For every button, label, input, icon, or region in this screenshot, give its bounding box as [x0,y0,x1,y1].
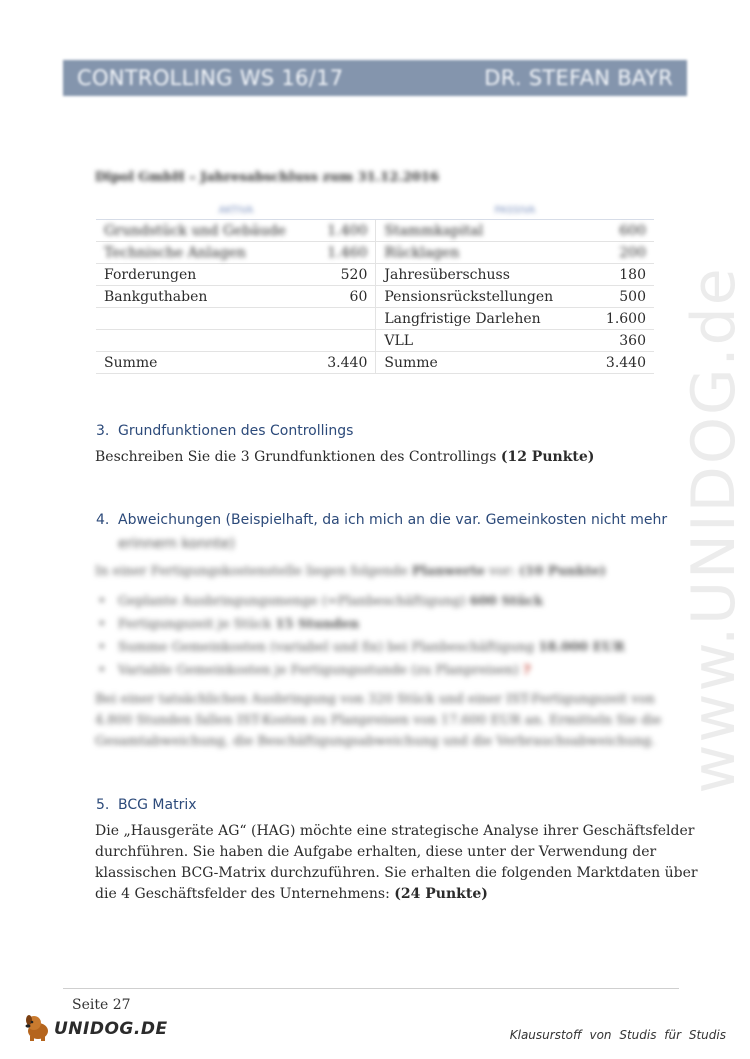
footer-divider [63,988,679,989]
header-course: CONTROLLING WS 16/17 [77,66,344,90]
passiva-value: 200 [598,242,654,264]
table-row [96,286,654,308]
section-4-intro-end: vor: [489,564,515,579]
passiva-sum-value: 3.440 [598,352,654,374]
aktiva-label: Technische Anlagen [96,242,310,264]
passiva-header: PASSIVA [376,201,654,220]
aktiva-value [310,308,375,330]
list-item [118,659,625,682]
unidog-logo [22,1012,168,1046]
paragraph-line: 4.800 Stunden fallen IST-Kosten zu Planpreisen von 17.600 EUR an. Ermitteln Sie die [95,713,662,728]
section-5-title: BCG Matrix [118,797,197,813]
aktiva-value: 520 [310,264,375,286]
passiva-value: 500 [598,286,654,308]
list-item [118,613,625,636]
aktiva-label [96,308,310,330]
paragraph-line: durchführen. Sie haben die Aufgabe erhalten, diese unter der Verwendung der [95,844,657,860]
paragraph-line [95,884,698,905]
aktiva-value: 1.460 [310,242,375,264]
bullet-value: 600 Stück [469,594,544,609]
passiva-value: 360 [598,330,654,352]
aktiva-sum-label: Summe [96,352,310,374]
section-3-number: 3. [96,423,110,439]
paragraph-line: klassischen BCG-Matrix durchzuführen. Sie erhalten die folgenden Marktdaten über [95,865,698,881]
aktiva-header: AKTIVA [96,201,376,220]
section-5-text [95,821,698,905]
section-5-points: (24 Punkte) [394,886,488,902]
bullet-text: Geplante Ausbringungsmenge (=Planbeschäftigung) [118,594,466,609]
passiva-sum-label: Summe [376,352,598,374]
bullet-value: 15 Stunden [275,617,360,632]
passiva-label: Langfristige Darlehen [376,308,598,330]
balance-header-row [96,201,654,220]
section-4-title: Abweichungen (Beispielhaft, da ich mich an die var. Gemeinkosten nicht mehr [118,512,668,528]
section-4-paragraph [95,689,661,752]
passiva-label: Pensionsrückstellungen [376,286,598,308]
aktiva-label: Grundstück und Gebäude [96,220,310,242]
table-row [96,242,654,264]
section-4-number: 4. [96,512,110,528]
watermark-text: www.UNIDOG.de [679,266,749,794]
footer-tagline: Klausurstoff von Studis für Studis [509,1028,726,1042]
table-row [96,220,654,242]
passiva-value: 600 [598,220,654,242]
section-5-heading [96,797,197,813]
paragraph-line: Gesamtabweichung, die Beschäftigungsabweichung und die Verbrauchsabweichung. [95,734,656,749]
table-row-total [96,352,654,374]
section-3-question: Beschreiben Sie die 3 Grundfunktionen des Controllings [95,449,497,465]
bullet-text: Summe Gemeinkosten (variabel und fix) bei Planbeschäftigung [118,640,535,655]
paragraph-line: Bei einer tatsächlichen Ausbringung von 320 Stück und einer IST-Fertigungszeit von [95,692,655,707]
bullet-value: 18.000 EUR [538,640,625,655]
passiva-label: Jahresüberschuss [376,264,598,286]
paragraph-line: Die „Hausgeräte AG“ (HAG) möchte eine strategische Analyse ihrer Geschäftsfelder [95,823,695,839]
aktiva-value: 60 [310,286,375,308]
section-3-title: Grundfunktionen des Controllings [118,423,354,439]
aktiva-label [96,330,310,352]
page-number: Seite 27 [72,997,131,1013]
aktiva-sum-value: 3.440 [310,352,375,374]
passiva-value: 180 [598,264,654,286]
section-4-intro-bold: Planwerte [411,564,486,579]
section-3-heading [96,423,353,439]
balance-table [96,201,654,374]
table-row [96,330,654,352]
logo-text: UNIDOG.DE [54,1019,168,1039]
balance-title: Dipol GmbH – Jahresabschluss zum 31.12.2016 [95,170,439,185]
section-4-points: (10 Punkte) [519,564,606,579]
section-3-text [95,447,594,468]
paragraph-line-text: die 4 Geschäftsfelder des Unternehmens: [95,886,390,902]
table-row [96,308,654,330]
bullet-text: Fertigungszeit je Stück [118,617,272,632]
aktiva-label: Forderungen [96,264,310,286]
passiva-label: Rücklagen [376,242,598,264]
list-item [118,636,625,659]
passiva-value: 1.600 [598,308,654,330]
section-5-number: 5. [96,797,110,813]
page-header [63,60,687,96]
section-4-intro-text: In einer Fertigungskostenstelle liegen folgende [95,564,408,579]
header-author: DR. STEFAN BAYR [484,66,673,90]
section-4-intro [95,561,606,582]
bullet-value: ? [522,663,531,678]
section-4-bullets [118,590,625,682]
dog-icon [22,1012,54,1046]
aktiva-value: 1.400 [310,220,375,242]
passiva-label: Stammkapital [376,220,598,242]
section-4-title-cont: erinnern konnte) [118,536,235,552]
aktiva-label: Bankguthaben [96,286,310,308]
list-item [118,590,625,613]
section-3-points: (12 Punkte) [500,449,595,465]
table-row [96,264,654,286]
aktiva-value [310,330,375,352]
section-4-heading [96,512,667,528]
passiva-label: VLL [376,330,598,352]
bullet-text: Variable Gemeinkosten je Fertigungsstunde (zu Planpreisen) [118,663,519,678]
